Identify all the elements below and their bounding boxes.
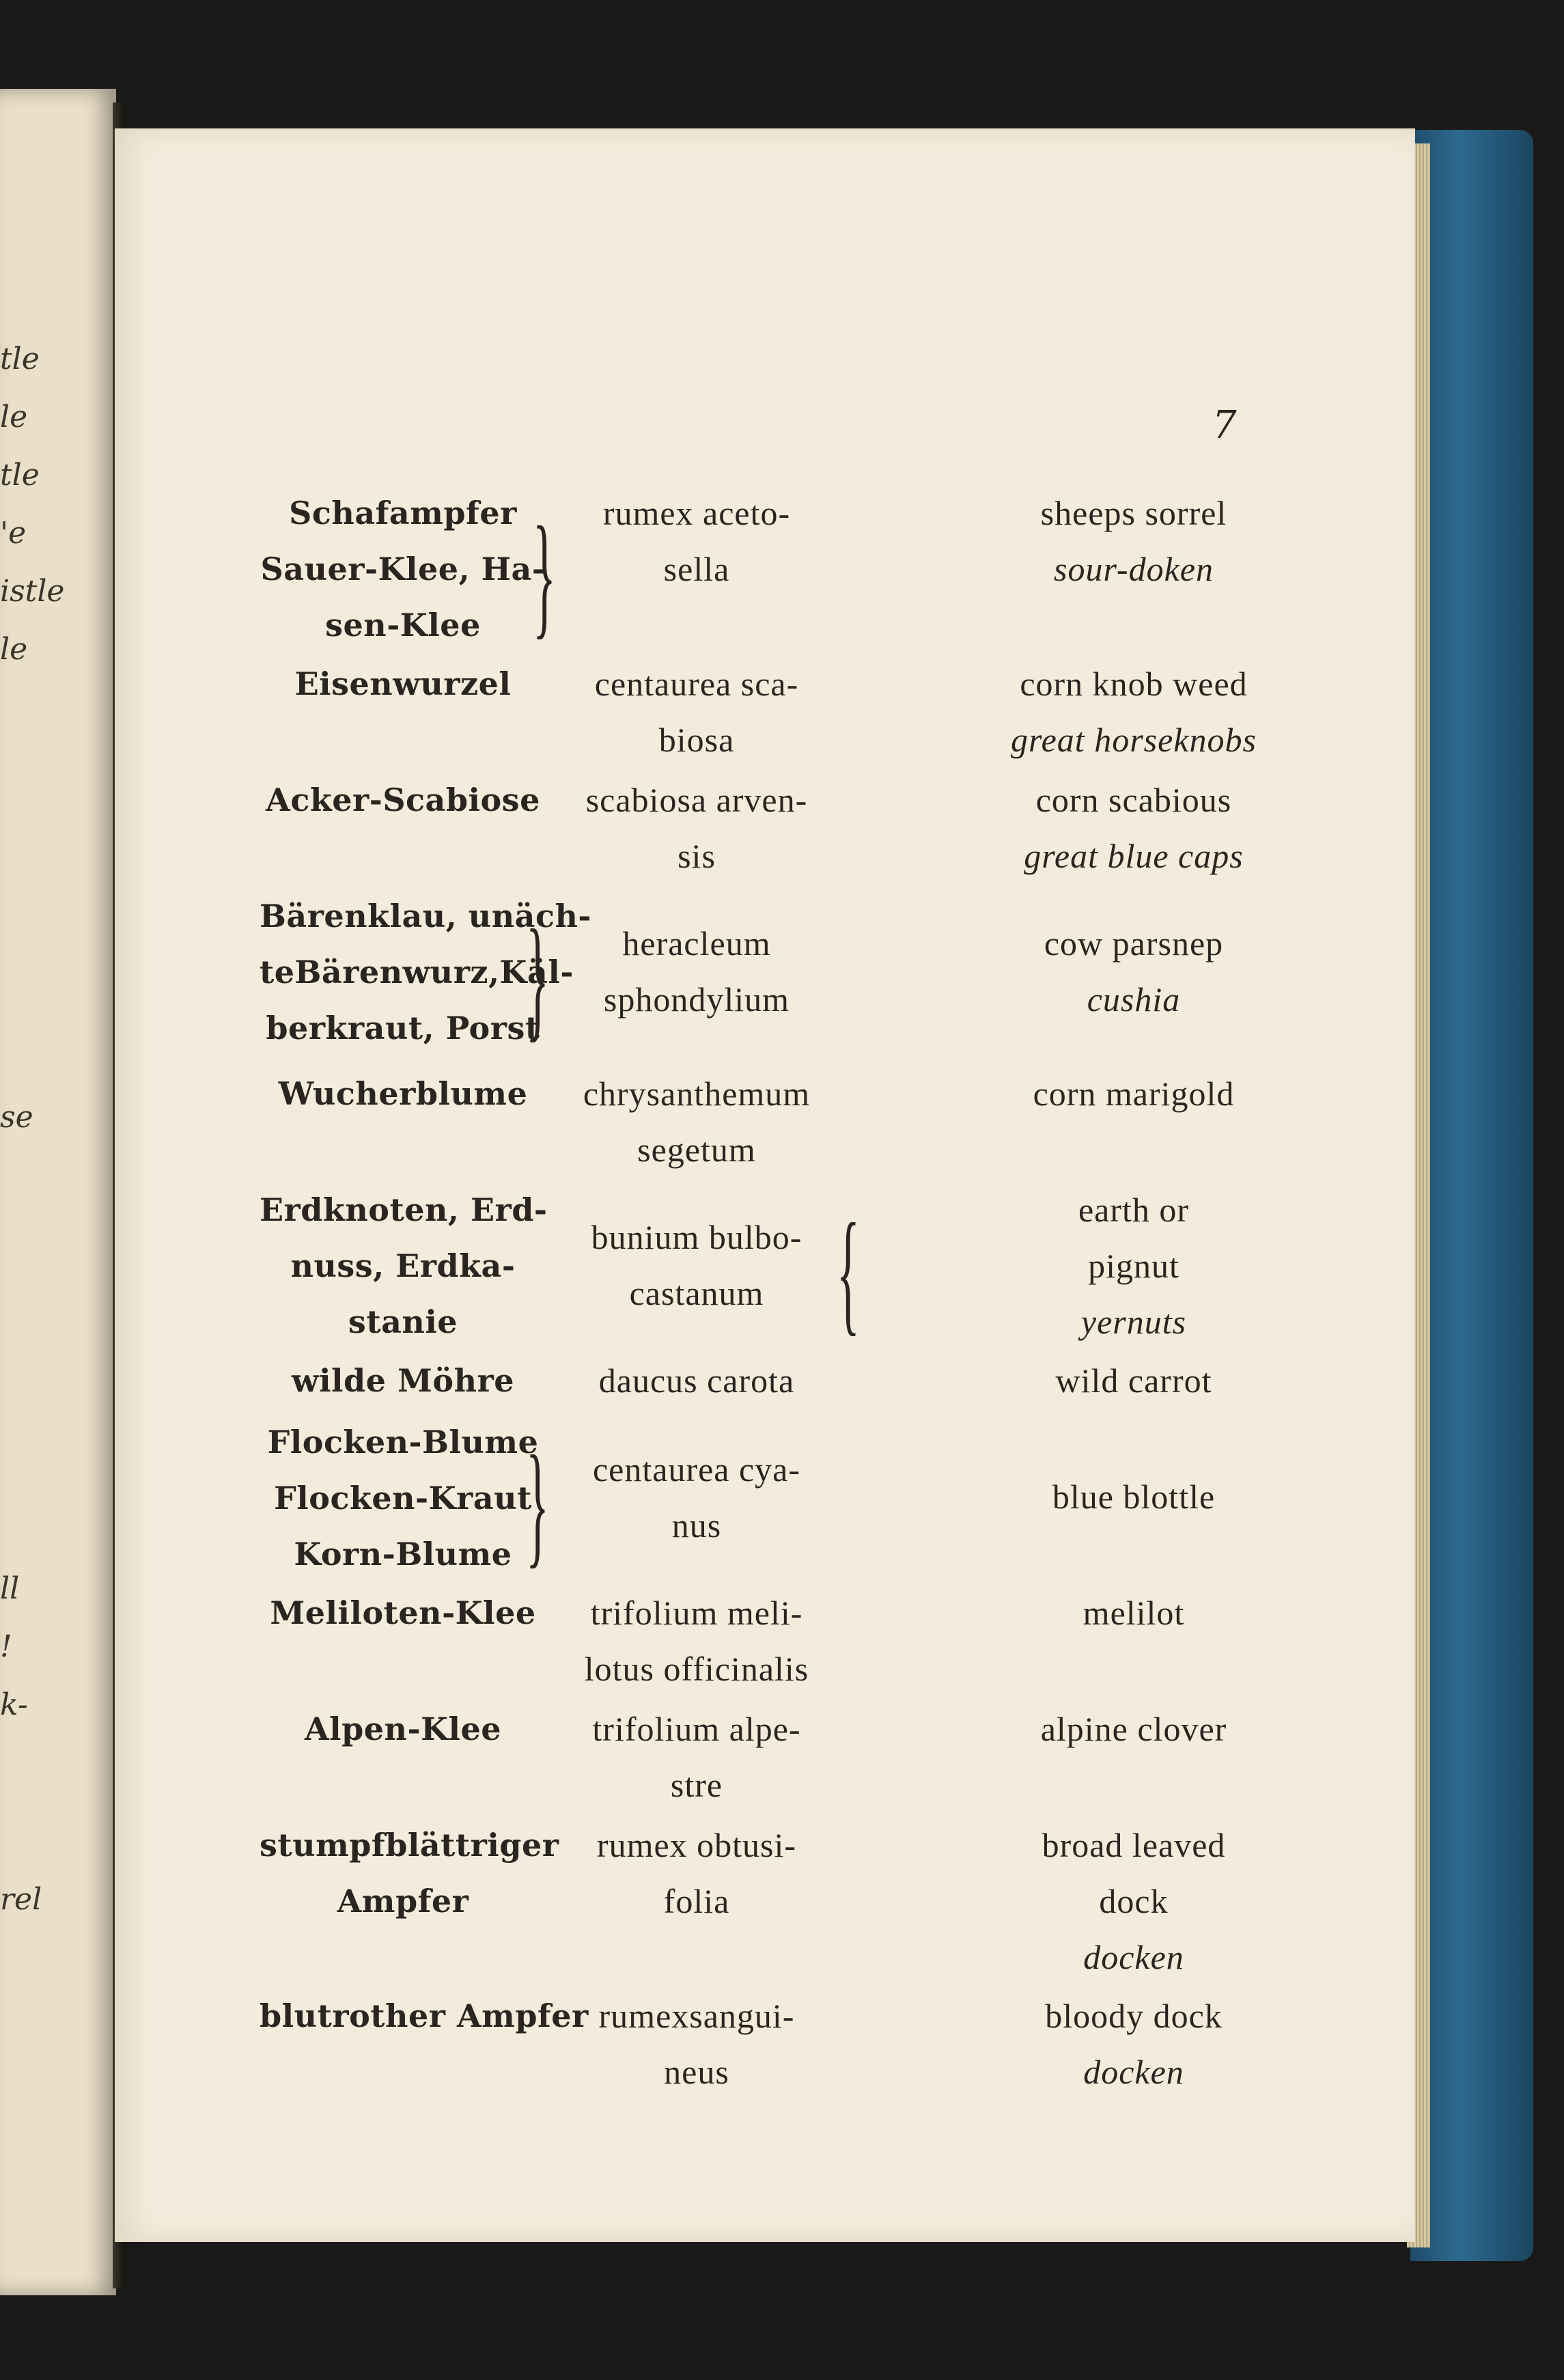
latin-name: centaurea cya- bbox=[592, 1450, 801, 1489]
left-page-edge bbox=[0, 89, 116, 2295]
german-name: stumpfblättriger bbox=[260, 1827, 559, 1864]
english-name: wild carrot bbox=[1055, 1361, 1212, 1400]
english-name: corn knob weed bbox=[1020, 665, 1248, 703]
latin-name: daucus carota bbox=[598, 1361, 795, 1400]
german-name: Eisenwurzel bbox=[294, 665, 512, 702]
english-name: alpine clover bbox=[1040, 1710, 1227, 1748]
latin-name: sphondylium bbox=[603, 980, 790, 1019]
latin-name: heracleum bbox=[622, 924, 771, 963]
english-name: earth or bbox=[1078, 1191, 1190, 1229]
grouping-brace-right: } bbox=[526, 1427, 549, 1580]
german-name: wilde Möhre bbox=[291, 1362, 515, 1399]
latin-name: nus bbox=[671, 1506, 722, 1545]
english-name: bloody dock bbox=[1045, 1997, 1223, 2035]
left-page-fragment: le bbox=[0, 632, 28, 667]
german-name: Sauer-Klee, Ha- bbox=[260, 551, 546, 587]
latin-name: rumexsangui- bbox=[598, 1997, 795, 2035]
left-page-fragment: ll bbox=[0, 1571, 20, 1606]
left-page-fragment: le bbox=[0, 400, 28, 434]
english-name: broad leaved bbox=[1042, 1826, 1226, 1864]
german-name: Flocken-Kraut bbox=[274, 1480, 532, 1517]
left-page-fragment: rel bbox=[0, 1882, 42, 1917]
latin-name: stre bbox=[670, 1766, 723, 1804]
english-name: blue blottle bbox=[1052, 1478, 1216, 1516]
english-dialect-name: cushia bbox=[1087, 980, 1181, 1019]
left-page-fragment: istle bbox=[0, 574, 65, 609]
english-name: dock bbox=[1099, 1882, 1169, 1920]
german-name: Wucherblume bbox=[278, 1075, 528, 1112]
latin-name: rumex obtusi- bbox=[596, 1826, 797, 1864]
german-name: Alpen-Klee bbox=[304, 1711, 502, 1747]
left-page-fragment: tle bbox=[0, 342, 40, 376]
latin-name: bunium bulbo- bbox=[591, 1218, 802, 1256]
german-name: teBärenwurz,Käl- bbox=[260, 954, 574, 991]
latin-name: sis bbox=[678, 837, 716, 875]
english-name: sheeps sorrel bbox=[1040, 494, 1227, 532]
german-name: Flocken-Blume bbox=[267, 1424, 539, 1461]
german-name: Schafampfer bbox=[289, 495, 517, 531]
german-name: Ampfer bbox=[337, 1883, 469, 1920]
grouping-brace-right: } bbox=[526, 901, 549, 1054]
left-page-fragment: 'e bbox=[0, 516, 27, 551]
latin-name: sella bbox=[663, 550, 730, 588]
english-dialect-name: yernuts bbox=[1080, 1303, 1187, 1341]
left-page-fragment: se bbox=[0, 1100, 33, 1135]
german-name: Acker-Scabiose bbox=[266, 781, 540, 818]
left-page-fragment: k- bbox=[0, 1687, 28, 1722]
german-name: Bärenklau, unäch- bbox=[260, 898, 591, 935]
english-name: corn scabious bbox=[1035, 781, 1232, 819]
german-name: Erdknoten, Erd- bbox=[260, 1191, 548, 1228]
grouping-brace-left: { bbox=[837, 1195, 860, 1348]
latin-name: chrysanthemum bbox=[583, 1075, 811, 1113]
german-name: Korn-Blume bbox=[294, 1536, 512, 1573]
book-page bbox=[116, 130, 1414, 2241]
english-dialect-name: sour-doken bbox=[1054, 550, 1214, 588]
english-name: corn marigold bbox=[1033, 1075, 1235, 1113]
german-name: blutrother Ampfer bbox=[260, 1997, 589, 2034]
latin-name: segetum bbox=[637, 1131, 756, 1169]
german-name: stanie bbox=[348, 1303, 458, 1340]
latin-name: trifolium alpe- bbox=[592, 1710, 801, 1748]
german-name: berkraut, Porst bbox=[266, 1010, 540, 1047]
german-name: sen-Klee bbox=[325, 607, 481, 644]
german-name: Meliloten-Klee bbox=[270, 1594, 536, 1631]
german-name: nuss, Erdka- bbox=[290, 1247, 516, 1284]
english-dialect-name: docken bbox=[1083, 1938, 1184, 1976]
left-page-fragment: ! bbox=[0, 1629, 12, 1664]
left-page-fragment: tle bbox=[0, 458, 40, 493]
english-dialect-name: great horseknobs bbox=[1011, 721, 1257, 759]
english-name: melilot bbox=[1083, 1594, 1185, 1632]
latin-name: centaurea sca- bbox=[594, 665, 799, 703]
latin-name: scabiosa arven- bbox=[585, 781, 808, 819]
latin-name: folia bbox=[663, 1882, 730, 1920]
page-number: 7 bbox=[1212, 403, 1237, 447]
latin-name: biosa bbox=[658, 721, 735, 759]
latin-name: trifolium meli- bbox=[590, 1594, 803, 1632]
english-name: cow parsnep bbox=[1044, 924, 1224, 963]
english-name: pignut bbox=[1088, 1247, 1179, 1285]
english-dialect-name: great blue caps bbox=[1024, 837, 1244, 875]
grouping-brace-right: } bbox=[533, 498, 556, 651]
latin-name: rumex aceto- bbox=[602, 494, 791, 532]
latin-name: lotus officinalis bbox=[584, 1650, 809, 1688]
latin-name: neus bbox=[664, 2053, 729, 2091]
latin-name: castanum bbox=[629, 1274, 764, 1312]
english-dialect-name: docken bbox=[1083, 2053, 1184, 2091]
